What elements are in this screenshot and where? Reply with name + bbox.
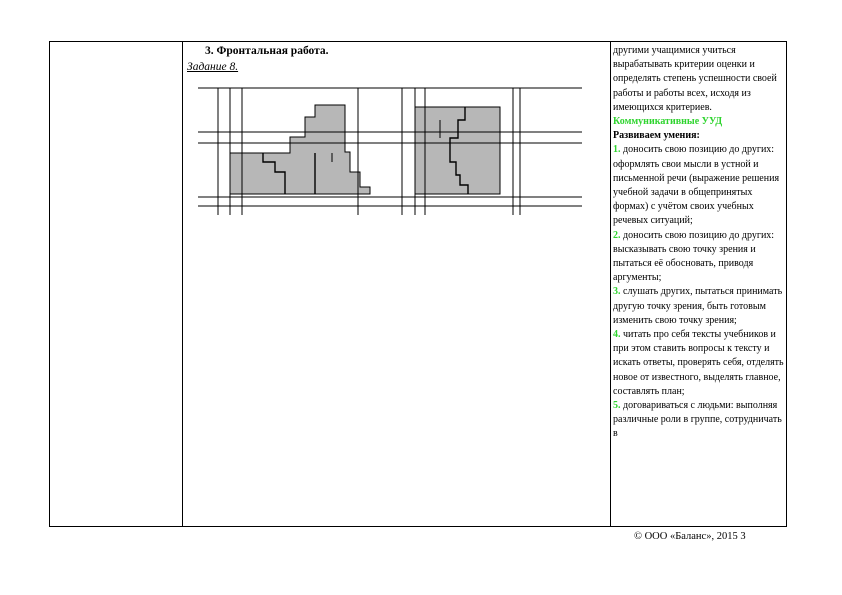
item-number: 3. [613, 286, 621, 298]
column-divider-1 [182, 42, 183, 526]
task-label: Задание 8. [187, 61, 239, 73]
item-text: читать про себя тексты учебников и при этом ставить вопросы к тексту и искать ответы, проверять себя, отделять новое от известного, выделять главное, составлять план; [613, 329, 784, 397]
list-item [613, 143, 785, 228]
item-text: доносить свою позицию до других: оформлять свои мысли в устной и письменной речи (выражение решения учебной задачи в общепринятых формах) с учётом своих учебных речевых ситуаций; [613, 144, 780, 227]
section-heading: 3. Фронтальная работа. [205, 45, 329, 57]
column-divider-2 [610, 42, 611, 526]
left-shape [230, 105, 370, 194]
item-number: 5. [613, 400, 621, 412]
intro-text: другими учащимися учиться вырабатывать критерии оценки и определять степень успешности своей работы и работы всех, исходя из имеющихся критериев. [613, 45, 777, 113]
right-column-text [613, 44, 785, 442]
list-item [613, 285, 785, 328]
section-title: Коммуникативные УУД [613, 116, 723, 128]
develop-label: Развиваем умения: [613, 130, 700, 142]
list-item [613, 328, 785, 399]
item-text: слушать других, пытаться принимать другую точку зрения, быть готовым изменить свою точку зрения; [613, 286, 783, 326]
list-item [613, 399, 785, 442]
item-text: доносить свою позицию до других: высказывать свою точку зрения и пытаться её обосновать, приводя аргументы; [613, 229, 775, 284]
footer-copyright: © ООО «Баланс», 2015 3 [634, 531, 746, 542]
list-item [613, 229, 785, 286]
item-text: договариваться с людьми: выполняя различные роли в группе, сотрудничать в [613, 400, 782, 440]
task-figure [190, 80, 582, 220]
item-number: 2. [613, 229, 621, 241]
item-number: 4. [613, 329, 621, 341]
item-number: 1. [613, 144, 621, 156]
